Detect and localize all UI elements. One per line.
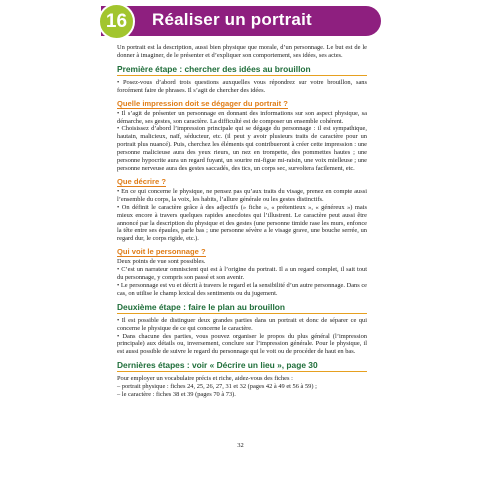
- question3-heading-text: Qui voit le personnage ?: [117, 247, 206, 257]
- step1-heading: Première étape : chercher des idées au brouillon: [117, 64, 367, 76]
- sheet-number-badge: 16: [98, 3, 135, 40]
- step2-heading: Deuxième étape : faire le plan au brouillon: [117, 302, 367, 314]
- page-title: Réaliser un portrait: [152, 10, 312, 29]
- intro-paragraph: Un portrait est la description, aussi bien physique que morale, d’un personnage. Le but est de le donner à imaginer, de le présenter et d’expliquer son comportement, ses idées, ses actes.: [117, 44, 367, 59]
- question2-paragraph-2: • On définit le caractère grâce à des adjectifs (» fiche », « prétentieux », « généreux ») mais mieux encore à travers quelques rapides anecdotes qui l’illustrent. Le caractère peut aussi être annoncé par la description du physique et des gestes (une personne timide rase les murs, enfonce la tête entre ses épaules, parle bas ; une personne sévère a le visage grave, une bouche serrée, un regard dur, le corps rigide, etc.).: [117, 203, 367, 243]
- step3-intro: Pour employer un vocabulaire précis et riche, aidez-vous des fiches :: [117, 375, 293, 383]
- question1-heading-text: Quelle impression doit se dégager du portrait ?: [117, 98, 288, 108]
- question3-intro: Deux points de vue sont possibles.: [117, 258, 206, 266]
- question3-paragraph-2: • Le personnage est vu et décrit à travers le regard et la sensibilité d’un autre personnage. Dans ce cas, on utilise le champ lexical des sentiments ou du jugement.: [117, 281, 367, 297]
- question1-heading: [117, 99, 367, 108]
- page-number: 32: [237, 442, 244, 449]
- question3-heading: [117, 247, 367, 256]
- step3-item-portrait: – portrait physique : fiches 24, 25, 26, 27, 31 et 32 (pages 42 à 49 et 56 à 59) ;: [117, 383, 317, 391]
- question1-paragraph-2: • Choisissez d’abord l’impression principale qui se dégage du personnage : il est sympathique, hautain, malicieux, naïf, séducteur, etc. (il peut y avoir plusieurs traits de caractère pour un portrait plus nuancé). Puis, cherchez les éléments qui contribueront à créer cette impression : une personne malicieuse aura des yeux rieurs, un nez en trompette, des pommettes hautes ; une personne hypocrite aura un regard fuyant, un sourire mi-figue mi-raisin, une voix mielleuse ; une personne nerveuse aura des gestes saccadés, des tics, un corps sec, survoltera facilement, etc.: [117, 125, 367, 172]
- step2-paragraph-1: • Il est possible de distinguer deux grandes parties dans un portrait et donc de séparer ce qui concerne le physique de ce qui concerne le caractère.: [117, 316, 367, 332]
- step3-item-caractere: – le caractère : fiches 38 et 39 (pages 70 à 73).: [117, 391, 236, 399]
- step3-heading: Dernières étapes : voir « Décrire un lieu », page 30: [117, 360, 367, 372]
- question2-paragraph-1: • En ce qui concerne le physique, ne pensez pas qu’aux traits du visage, prenez en compte aussi l’ensemble du corps, la voix, les habits, l’allure générale ou les gestes distinctifs.: [117, 187, 367, 203]
- step1-text: • Posez-vous d’abord trois questions auxquelles vous répondrez sur votre brouillon, sans forcément faire de phrases. Il s’agit de chercher des idées.: [117, 78, 367, 94]
- question1-paragraph-1: • Il s’agit de présenter un personnage en donnant des informations sur son aspect physique, sa démarche, ses gestes, son caractère. La difficulté est de composer un ensemble cohérent.: [117, 109, 367, 125]
- question2-heading: [117, 177, 367, 186]
- main-content: [117, 44, 367, 399]
- question3-paragraph-1: • C’est un narrateur omniscient qui est à l’origine du portrait. Il a un regard complet, il sait tout du personnage, y compris son passé et son avenir.: [117, 266, 367, 282]
- question2-heading-text: Que décrire ?: [117, 176, 166, 186]
- step2-paragraph-2: • Dans chacune des parties, vous pouvez organiser le propos du plus général (l’impression principale) aux détails ou, inversement, conclure sur l’impression générale. Pour le physique, il est aussi possible de suivre le regard du personnage qui le voit ou de procéder de haut en bas.: [117, 332, 367, 356]
